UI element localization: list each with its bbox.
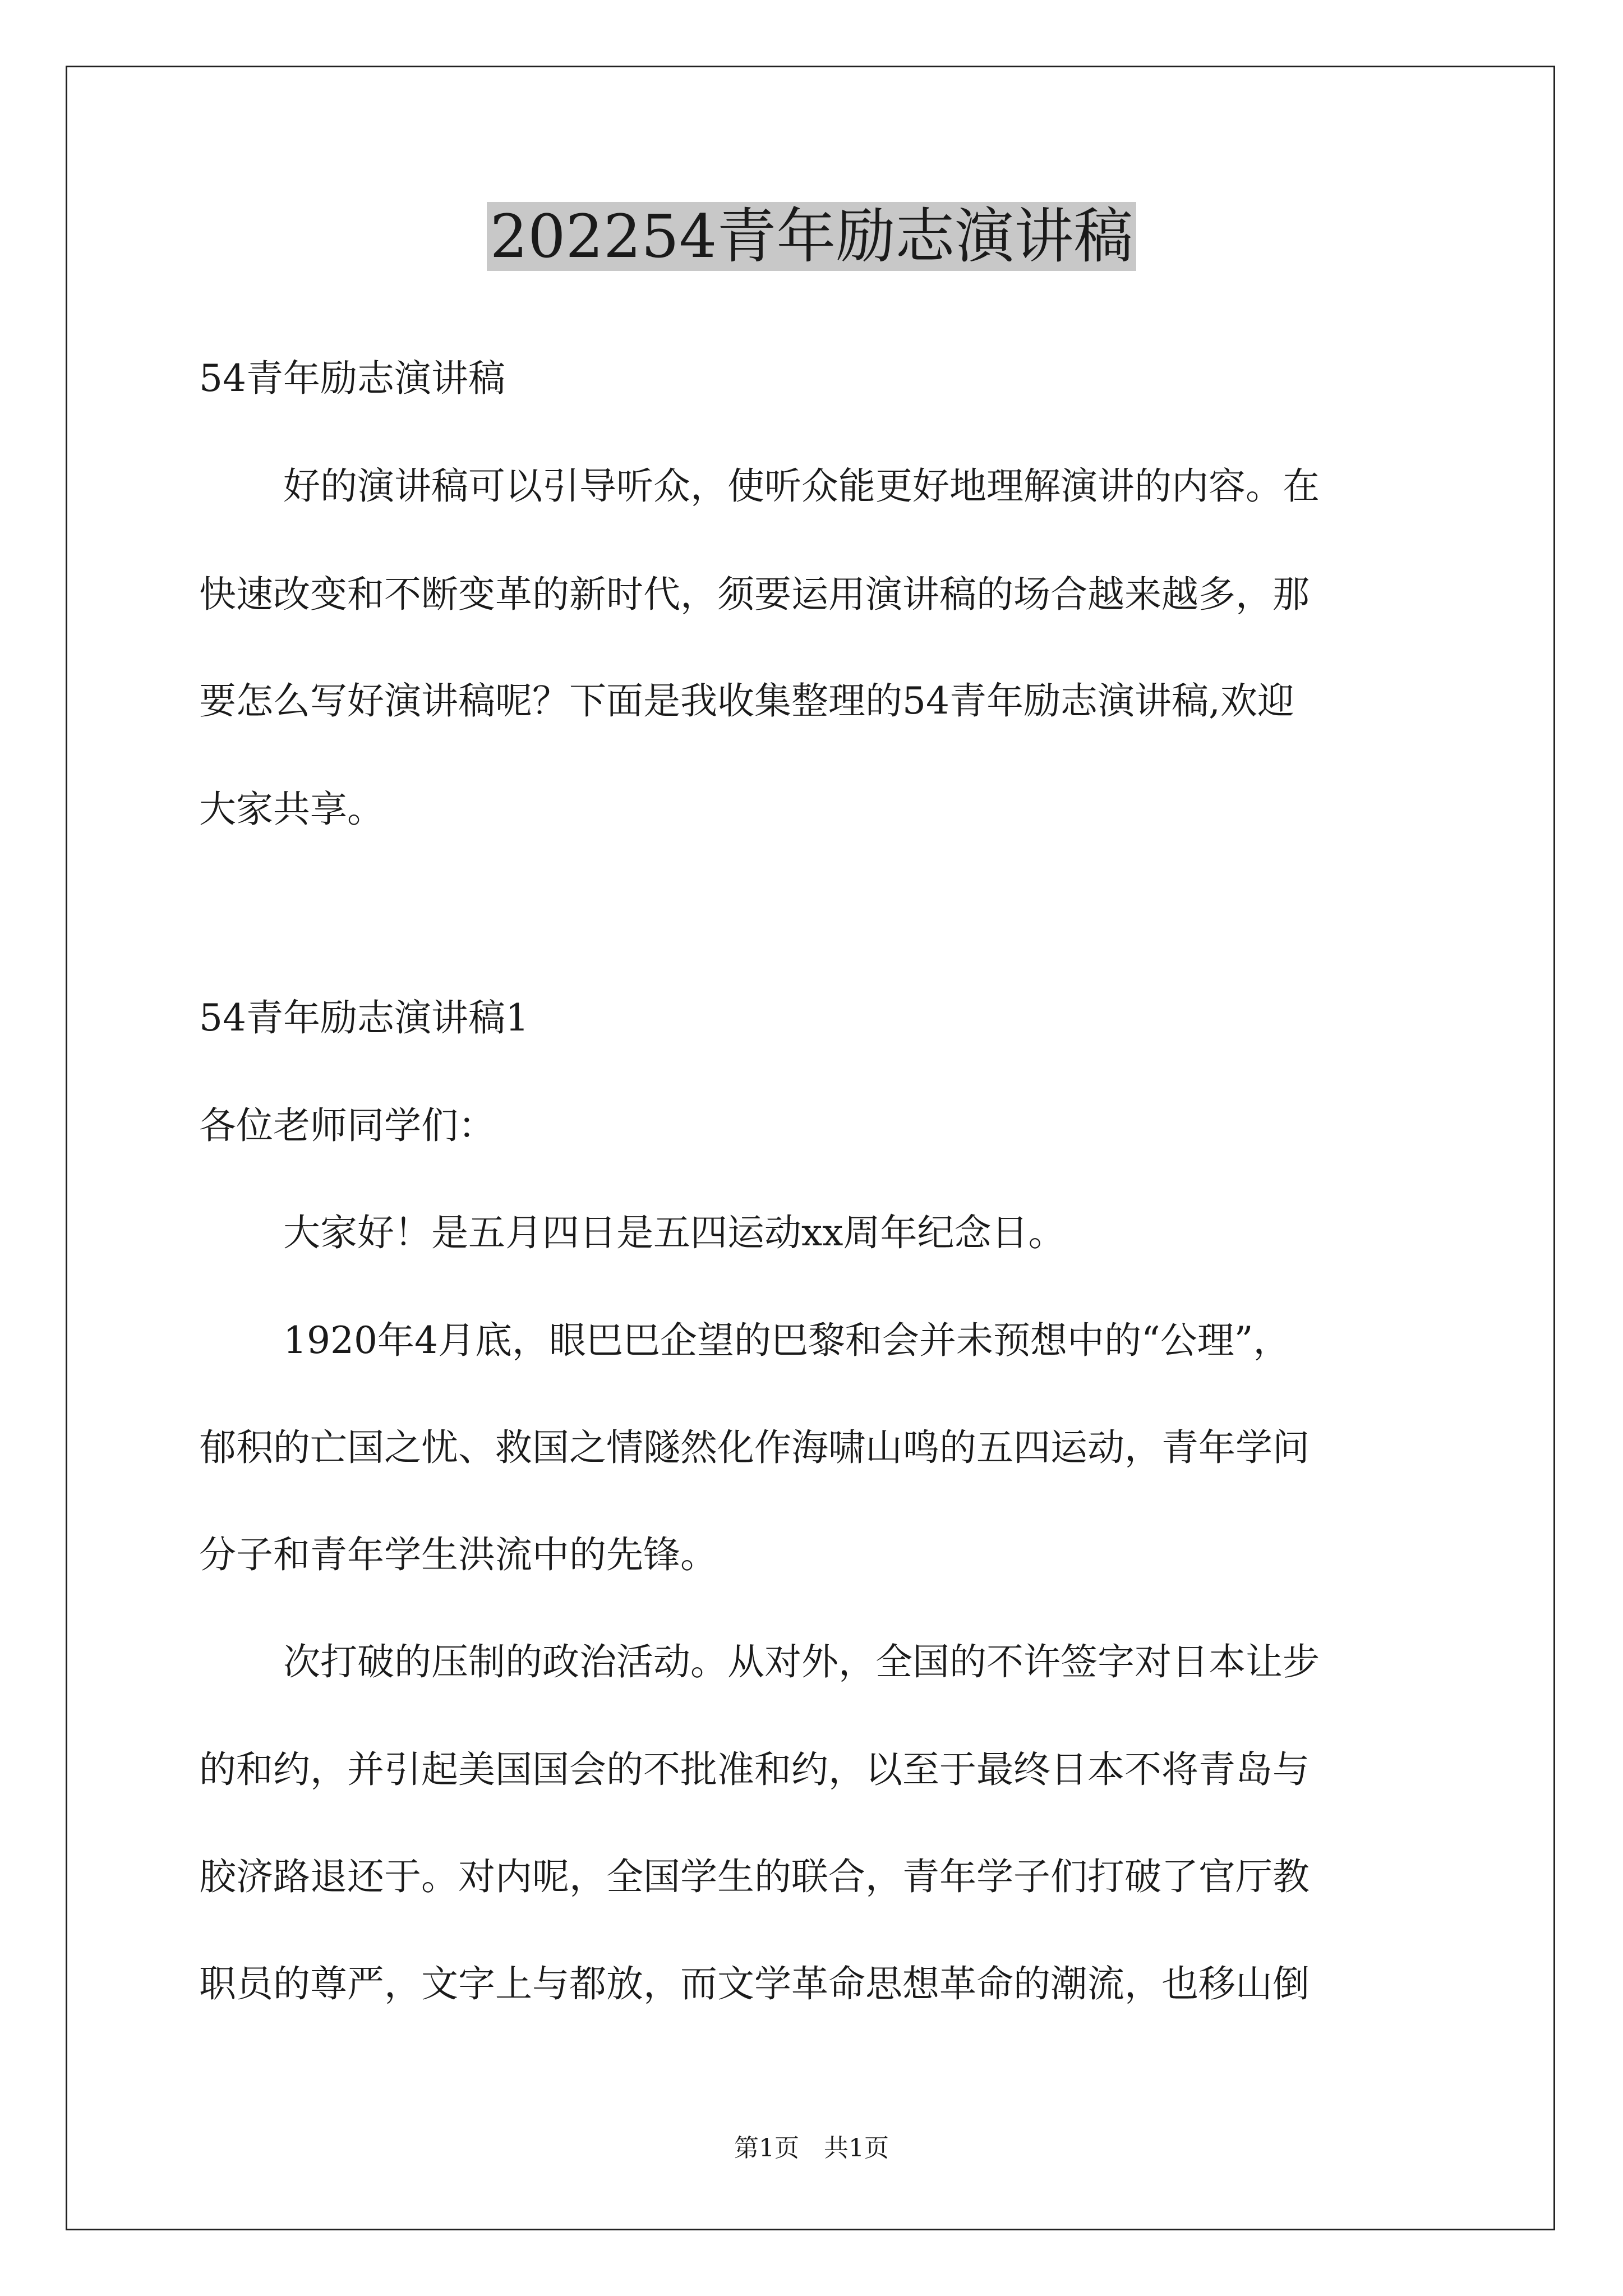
paragraph-line: 好的演讲稿可以引导听众，使听众能更好地理解演讲的内容。在 (283, 464, 1320, 508)
salutation-line: 各位老师同学们： (199, 1104, 495, 1147)
subtitle-line: 54青年励志演讲稿 (199, 357, 505, 400)
paragraph-line: 大家共享。 (199, 788, 384, 831)
page-footer: 第1页 共1页 (734, 2134, 889, 2162)
document-title-text: 202254青年励志演讲稿 (487, 202, 1137, 271)
paragraph-line: 要怎么写好演讲稿呢？下面是我收集整理的54青年励志演讲稿,欢迎 (199, 679, 1294, 723)
paragraph-line: 分子和青年学生洪流中的先锋。 (199, 1533, 717, 1576)
document-title (0, 197, 1623, 276)
section-heading: 54青年励志演讲稿1 (199, 996, 529, 1039)
paragraph-line: 郁积的亡国之忧、救国之情隧然化作海啸山鸣的五四运动，青年学问 (199, 1426, 1310, 1469)
paragraph-line: 大家好！是五月四日是五四运动xx周年纪念日。 (283, 1211, 1066, 1254)
paragraph-line: 次打破的压制的政治活动。从对外，全国的不许签字对日本让步 (283, 1640, 1320, 1683)
paragraph-line: 职员的尊严，文字上与都放，而文学革命思想革命的潮流，也移山倒 (199, 1962, 1310, 2005)
paragraph-line: 胶济路退还于。对内呢，全国学生的联合，青年学子们打破了官厅教 (199, 1855, 1310, 1898)
paragraph-line: 的和约，并引起美国国会的不批准和约，以至于最终日本不将青岛与 (199, 1748, 1310, 1791)
paragraph-line: 1920年4月底，眼巴巴企望的巴黎和会并未预想中的“公理”， (283, 1319, 1290, 1362)
paragraph-line: 快速改变和不断变革的新时代，须要运用演讲稿的场合越来越多，那 (199, 573, 1310, 616)
